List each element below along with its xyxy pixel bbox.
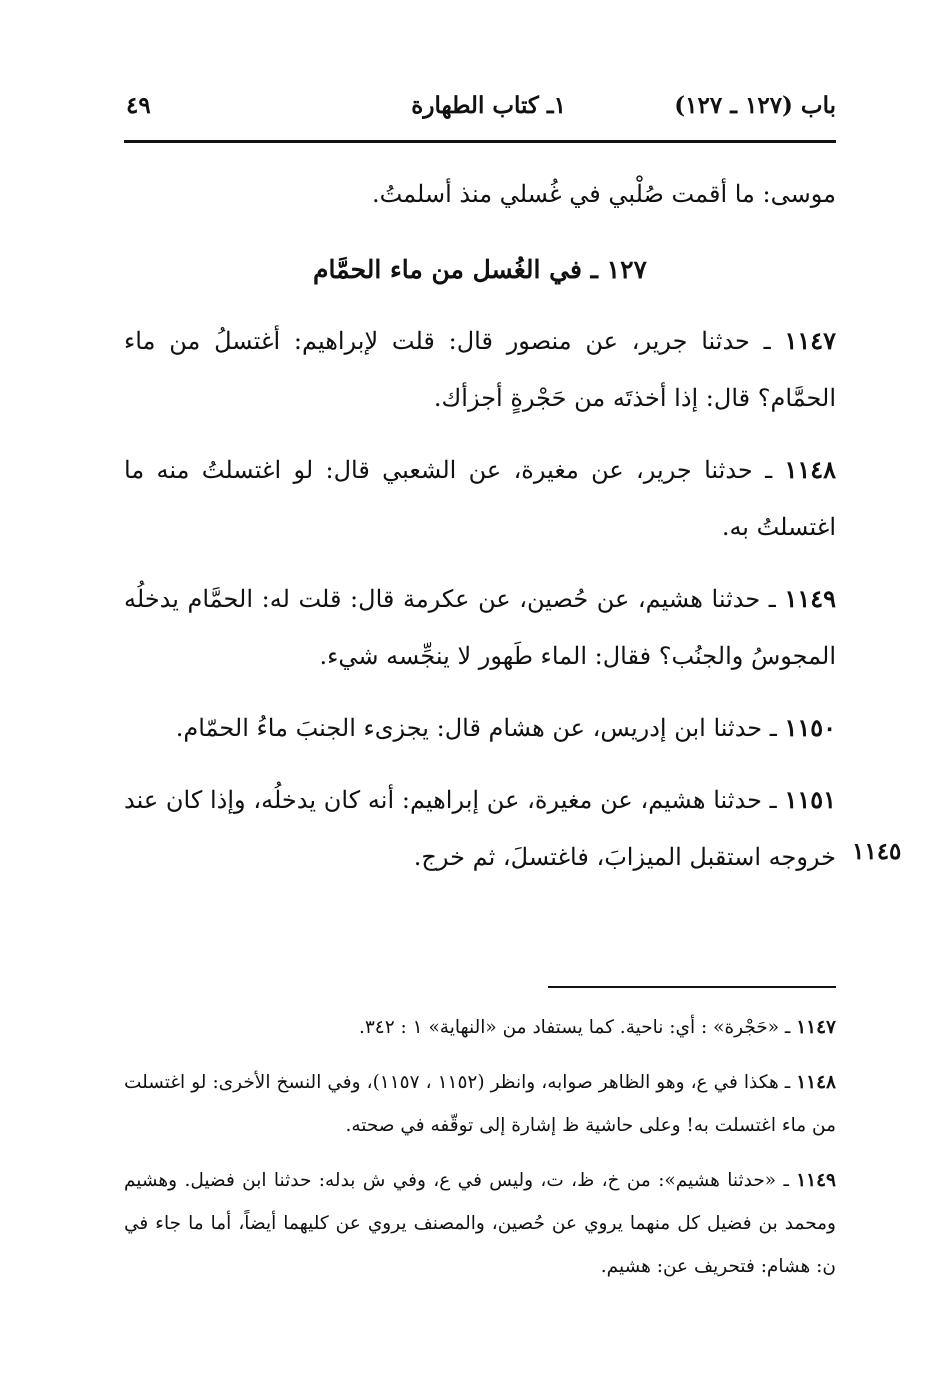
hadith-paragraph — [124, 312, 836, 427]
footnote — [124, 1061, 836, 1147]
running-header — [124, 92, 836, 132]
hadith-text: ـ حدثنا جرير، عن منصور قال: قلت لإبراهيم: أغتسلُ من ماء الحمَّام؟ قال: إذا أخذتَه من حَجْرةٍ أجزأك. — [124, 327, 836, 412]
footnote-number: ١١٤٨ — [796, 1072, 836, 1093]
book-title: ١ـ كتاب الطهارة — [411, 92, 566, 119]
footnote-number: ١١٤٩ — [796, 1170, 836, 1191]
hadith-paragraph — [124, 441, 836, 556]
page-number: ٤٩ — [126, 92, 151, 119]
hadith-text: ـ حدثنا ابن إدريس، عن هشام قال: يجزىء الجنبَ ماءُ الحمّام. — [175, 714, 777, 742]
hadith-number: ١١٤٧ — [784, 326, 836, 355]
hadith-number: ١١٥٠ — [784, 713, 836, 742]
chapter-range: باب (١٢٧ ـ ١٢٧) — [674, 92, 836, 119]
main-text — [124, 166, 836, 886]
hadith-text: ـ حدثنا هشيم، عن مغيرة، عن إبراهيم: أنه كان يدخلُه، وإذا كان عند خروجه استقبل الميزابَ، فاغتسلَ، ثم خرج. — [124, 786, 836, 871]
hadith-number: ١١٥١ — [784, 785, 836, 814]
hadith-number: ١١٤٨ — [784, 455, 836, 484]
footnote-separator — [548, 986, 836, 988]
footnote-text: ـ هكذا في ع، وهو الظاهر صوابه، وانظر (١١٥٢ ، ١١٥٧)، وفي النسخ الأخرى: لو اغتسلت من ماء اغتسلت به! وعلى حاشية ظ إشارة إلى توقّفه في صحته. — [124, 1072, 836, 1136]
hadith-paragraph — [124, 699, 836, 757]
chapter-heading: ١٢٧ ـ في الغُسل من ماء الحمَّام — [313, 255, 647, 284]
footnote — [124, 1006, 836, 1049]
footnote-text: ـ «حدثنا هشيم»: من خ، ظ، ت، وليس في ع، وفي ش بدله: حدثنا ابن فضيل. وهشيم ومحمد بن فضيل كل منهما يروي عن حُصين، والمصنف يروي عن كليهما أيضاً، أما ما جاء في ن: هشام: فتحريف عن: هشيم. — [124, 1170, 836, 1277]
footnote-text: ـ «حَجْرة» : أي: ناحية. كما يستفاد من «النهاية» ١ : ٣٤٢. — [358, 1017, 791, 1038]
header-rule — [124, 140, 836, 143]
hadith-paragraph — [124, 771, 836, 886]
footnote — [124, 1159, 836, 1288]
hadith-text: ـ حدثنا جرير، عن مغيرة، عن الشعبي قال: لو اغتسلتُ منه ما اغتسلتُ به. — [124, 456, 836, 541]
footnote-number: ١١٤٧ — [796, 1017, 836, 1038]
hadith-number: ١١٤٩ — [784, 584, 836, 613]
hadith-text: ـ حدثنا هشيم، عن حُصين، عن عكرمة قال: قلت له: الحمَّام يدخلُه المجوسُ والجنُب؟ فقال: الماء طَهور لا ينجِّسه شيء. — [124, 585, 836, 670]
hadith-paragraph — [124, 570, 836, 685]
margin-reference-number: ١١٤٥ — [852, 838, 902, 865]
intro-line: موسى: ما أقمت صُلْبي في غُسلي منذ أسلمتُ. — [371, 180, 836, 208]
footnotes — [124, 1006, 836, 1300]
